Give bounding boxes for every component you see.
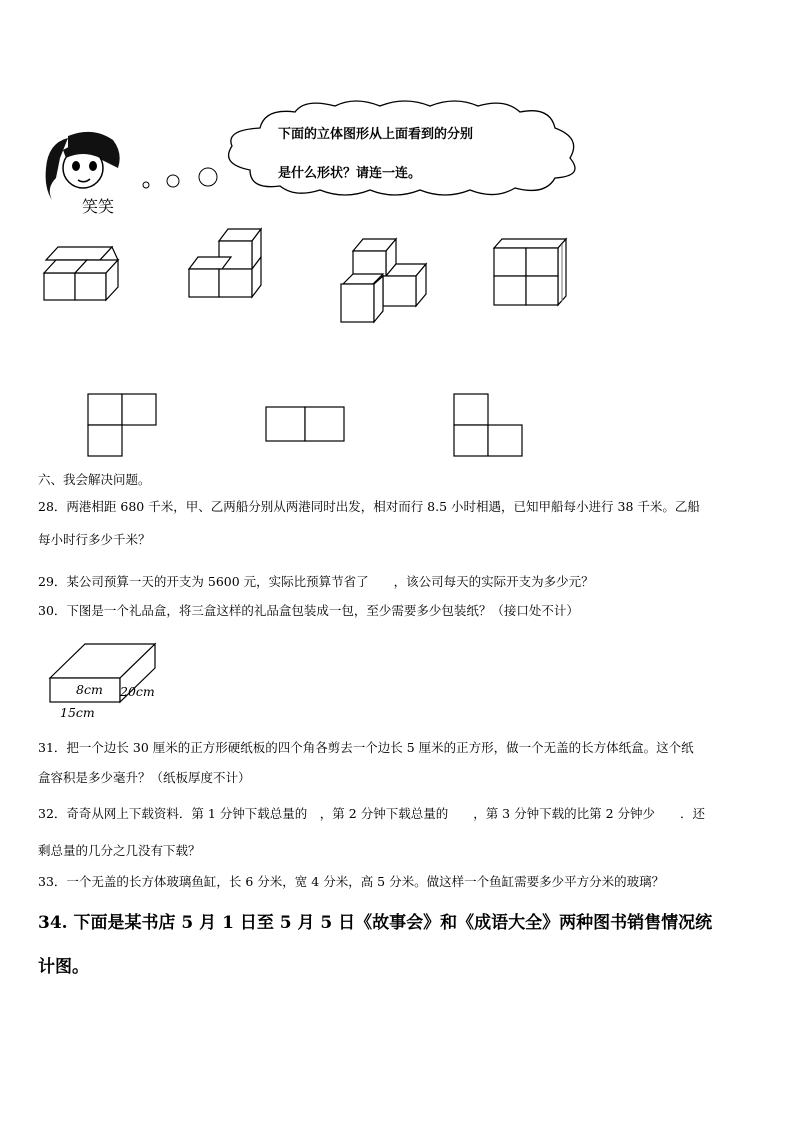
cube-figure-3 [338,236,428,326]
question-32-line-2: 剩总量的几分之几没有下载？ [38,843,201,858]
box-length-label: 15cm [60,705,95,720]
question-33: 33．一个无盖的长方体玻璃鱼缸，长 6 分米，宽 4 分米，高 5 分米。做这样一个鱼缸需要多少平方分米的玻璃？ [38,874,665,889]
cube-figure-2 [186,226,266,302]
question-34-line-2: 计图。 [38,957,89,977]
box-height-label: 8cm [76,682,103,697]
thought-bubbles [140,165,220,195]
mascot-name: 笑笑 [82,197,115,216]
question-31-line-1: 31．把一个边长 30 厘米的正方形硬纸板的四个角各剪去一个边长 5 厘米的正方形，做一个无盖的长方体纸盒。这个纸 [38,740,694,755]
top-view-2 [264,405,348,443]
question-30: 30．下图是一个礼品盒，将三盒这样的礼品盒包装成一包，至少需要多少包装纸？（接口处不计） [38,603,579,618]
question-29: 29．某公司预算一天的开支为 5600 元，实际比预算节省了 ，该公司每天的实际开支为多少元？ [38,574,594,589]
question-34-line-1: 34. 下面是某书店 5 月 1 日至 5 月 5 日《故事会》和《成语大全》两种图书销售情况统 [38,913,713,933]
cloud-line-1: 下面的立体图形从上面看到的分别 [278,127,474,142]
box-width-label: 20cm [120,684,155,699]
question-32-line-1: 32．奇奇从网上下载资料．第 1 分钟下载总量的 ，第 2 分钟下载总量的 ，第 3 分钟下载的比第 2 分钟少 ．还 [38,806,706,821]
question-31-line-2: 盒容积是多少毫升？（纸板厚度不计） [38,770,251,785]
cube-figure-4 [492,236,570,308]
cloud-line-2: 是什么形状？请连一连。 [278,166,422,181]
speech-cloud [220,98,580,198]
question-28-line-2: 每小时行多少千米？ [38,532,151,547]
section-title: 六、我会解决问题。 [38,472,151,487]
top-view-3 [452,392,526,458]
cube-figure-1 [40,244,130,304]
question-28-line-1: 28．两港相距 680 千米，甲、乙两船分别从两港同时出发，相对而行 8.5 小时相遇，已知甲船每小进行 38 千米。乙船 [38,499,700,514]
top-view-1 [86,392,158,458]
